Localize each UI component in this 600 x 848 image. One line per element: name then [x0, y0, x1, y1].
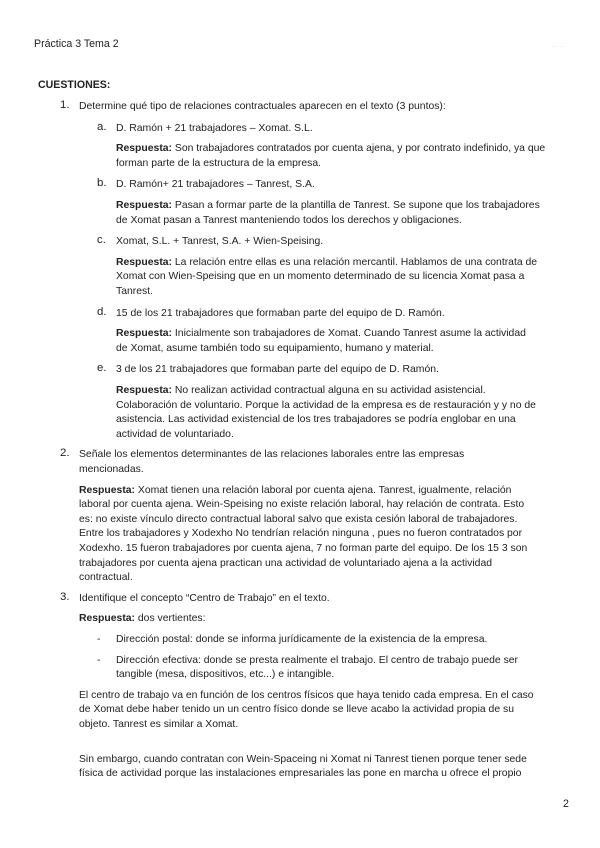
response-text: Inicialmente son trabajadores de Xomat. Cuando Tanrest asume la actividad	[172, 328, 526, 340]
response-line	[79, 527, 522, 540]
item-letter: d.	[97, 305, 107, 318]
question-text: Determine qué tipo de relaciones contractuales aparecen en el texto (3 puntos):	[79, 101, 446, 112]
paragraph-line: Sin embargo, cuando contratan con Wein-Spaceing ni Xomat ni Tanrest tienen porque tener sede	[79, 753, 527, 765]
response-line	[116, 285, 153, 298]
item-text: D. Ramón+ 21 trabajadores – Tanrest, S.A.	[116, 179, 315, 191]
question-text: Identifique el concepto “Centro de Trabajo” en el texto.	[79, 592, 330, 604]
header-corner-marks: . .	[553, 42, 565, 49]
response-line	[79, 498, 524, 511]
response-text: No realizan actividad contractual alguna en su actividad asistencial.	[172, 385, 486, 396]
response-line	[79, 612, 205, 625]
response-text: es: no existe vínculo directo contractual laboral salvo que exista cesión laboral de trabajadores.	[79, 513, 518, 525]
response-text: Xodexho. 15 fueron trabajadores por cuenta ajena, 7 no forman parte del equipo. De los 15 3 son	[79, 543, 528, 554]
response-text: Tanrest.	[116, 286, 153, 297]
response-label: Respuesta:	[79, 484, 136, 496]
response-line	[116, 199, 540, 212]
bullet-marker: -	[97, 654, 101, 666]
item-text: Xomat, S.L. + Tanrest, S.A. + Wien-Speising.	[116, 236, 324, 248]
item-text: D. Ramón + 21 trabajadores – Xomat. S.L.	[116, 122, 313, 134]
response-label: Respuesta:	[116, 328, 173, 340]
item-letter: a.	[97, 120, 107, 133]
bullet-text: Dirección efectiva: donde se presta realmente el trabajo. El centro de trabajo puede ser	[116, 654, 519, 666]
paragraph-line: El centro de trabajo va en función de los centros físicos que haya tenido cada empresa. En el caso	[79, 689, 534, 701]
response-line	[116, 428, 234, 441]
paragraph-line: de Xomat debe haber tenido un un centro físico donde se lleve acabo la actividad propia de su	[79, 704, 514, 716]
response-line	[116, 399, 536, 412]
response-text: forman parte de la estructura de la empresa.	[116, 157, 322, 169]
response-line	[116, 270, 524, 283]
response-label: Respuesta:	[116, 256, 173, 268]
response-label: Respuesta:	[116, 143, 173, 155]
response-text: asistencia. Las actividad existencial de los tres trabajadores se podría englobar en una	[116, 414, 516, 426]
response-text: de Xomat pasan a Tanrest manteniendo todos los derechos y obligaciones.	[116, 214, 462, 226]
response-line	[79, 571, 133, 584]
response-text: Entre los trabajadores y Xodexho No tendrían relación ninguna , pues no fueron contratados por	[79, 528, 523, 540]
response-line	[79, 484, 511, 497]
response-text: Xomat con Wien-Speising que en un momento determinado de su licencia Xomat pasa a	[116, 271, 525, 283]
item-letter: b.	[97, 177, 107, 190]
item-letter: e.	[97, 362, 107, 375]
response-text: Son trabajadores contratados por cuenta ajena, y por contrato indefinido, ya que	[172, 143, 546, 155]
paragraph-line: objeto. Tanrest es similar a Xomat.	[79, 719, 239, 730]
response-text: Xomat tienen una relación laboral por cuenta ajena. Tanrest, igualmente, relación	[135, 484, 512, 496]
paragraph-line: física de actividad porque las instalaciones empresariales las pone en marcha u ofrece el propio	[79, 768, 522, 780]
response-label: Respuesta:	[116, 385, 173, 396]
response-line	[116, 157, 321, 170]
question-number: 2.	[60, 447, 70, 460]
question-number: 3.	[60, 590, 70, 603]
item-letter: c.	[97, 234, 106, 247]
section-title: CUESTIONES:	[38, 79, 111, 91]
response-text: dos vertientes:	[135, 613, 206, 625]
response-line	[79, 557, 492, 570]
item-text: 3 de los 21 trabajadores que formaban parte del equipo de D. Ramón.	[116, 364, 439, 376]
response-text: Colaboración de voluntario. Porque la actividad de la empresa es de restauración y y no de	[116, 399, 536, 411]
response-line	[116, 413, 516, 426]
response-text: La relación entre ellas es una relación mercantil. Hablamos de una contrata de	[172, 256, 538, 268]
bullet-text: tangible (mesa, dispositivos, etc...) e intangible.	[116, 669, 335, 681]
bullet-marker: -	[97, 634, 101, 645]
response-line	[116, 327, 526, 340]
response-text: actividad de voluntariado.	[116, 428, 234, 440]
question-number: 1.	[60, 99, 70, 111]
response-line	[79, 513, 517, 526]
response-line	[116, 384, 486, 397]
response-text: trabajadores por cuenta ajena practican una actividad de voluntariado ajena a la actividad	[79, 557, 493, 569]
response-label: Respuesta:	[116, 200, 173, 211]
response-line	[116, 256, 537, 269]
item-text: 15 de los 21 trabajadores que formaban parte del equipo de D. Ramón.	[116, 307, 445, 319]
response-label: Respuesta:	[79, 613, 136, 625]
response-line	[116, 142, 545, 155]
response-text: Pasan a formar parte de la plantilla de Tanrest. Se supone que los trabajadores	[172, 200, 540, 211]
bullet-text: Dirección postal: donde se informa jurídicamente de la existencia de la empresa.	[116, 634, 488, 645]
question-text: mencionadas.	[79, 464, 144, 475]
response-text: laboral por cuenta ajena. Wein-Speising no existe relación laboral, hay relación de contrata. Esto	[79, 499, 525, 511]
response-text: de Xomat, asume también todo su equipamiento, humano y material.	[116, 342, 434, 354]
response-text: contractual.	[79, 572, 133, 584]
question-text: Señale los elementos determinantes de las relaciones laborales entre las empresas	[79, 449, 465, 461]
response-line	[116, 214, 462, 227]
page-number: 2	[563, 798, 569, 810]
response-line	[79, 542, 527, 555]
running-header: Práctica 3 Tema 2	[34, 38, 119, 50]
response-line	[116, 342, 434, 355]
